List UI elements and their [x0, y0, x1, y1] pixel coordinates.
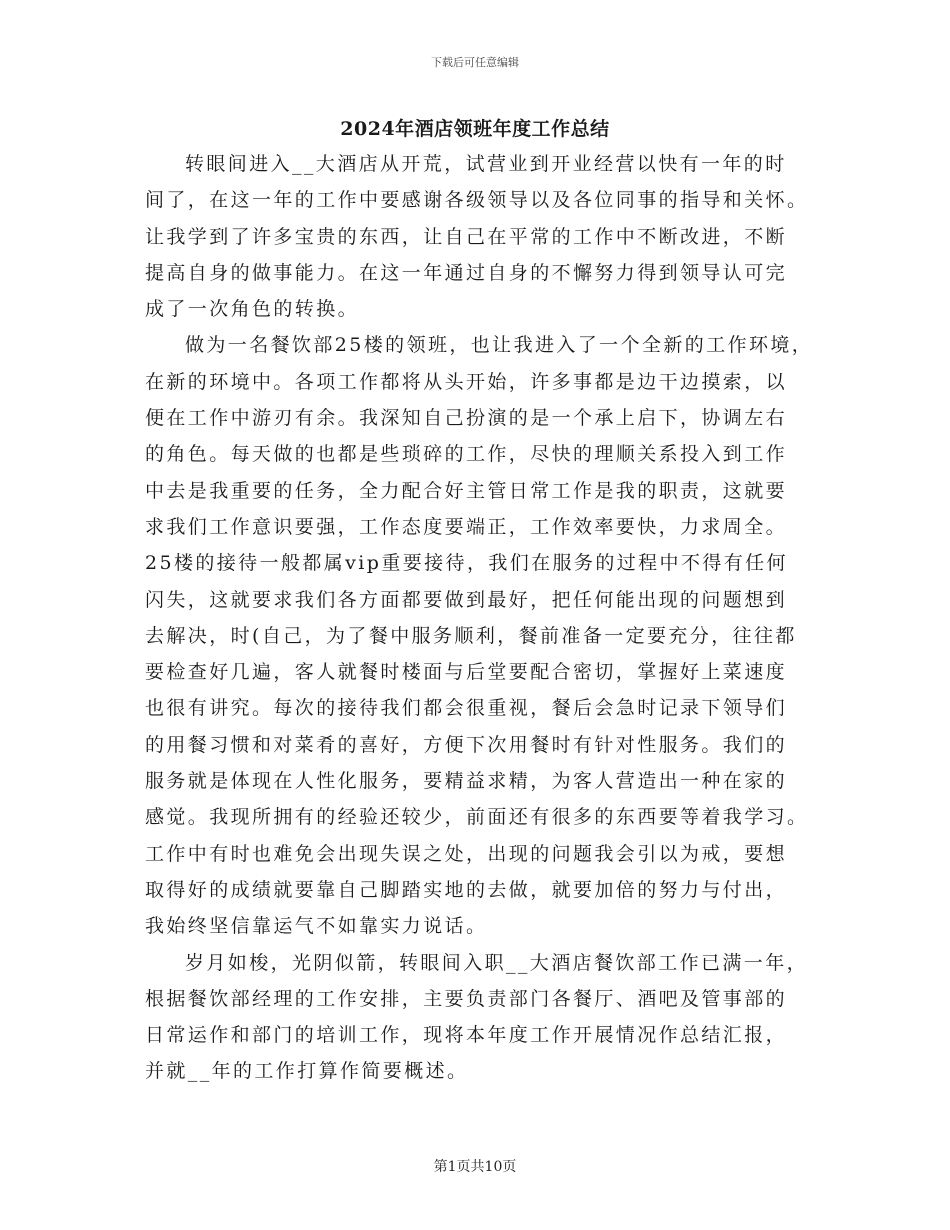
- text-line: 的用餐习惯和对菜肴的喜好，方便下次用餐时有针对性服务。我们的: [145, 733, 788, 756]
- text-line: 做为一名餐饮部25楼的领班，也让我进入了一个全新的工作环境，: [185, 334, 814, 357]
- text-line: 去解决，时(自己，为了餐中服务顺利，餐前准备一定要充分，往往都: [145, 624, 797, 647]
- paragraph-2: [145, 327, 825, 944]
- text-line: 间了，在这一年的工作中要感谢各级领导以及各位同事的指导和关怀。: [145, 189, 809, 212]
- text-line: 在新的环境中。各项工作都将从头开始，许多事都是边干边摸索，以: [145, 370, 788, 393]
- text-line: 转眼间进入__大酒店从开荒，试营业到开业经营以快有一年的时: [185, 153, 787, 175]
- text-line: 便在工作中游刃有余。我深知自己扮演的是一个承上启下，协调左右: [145, 407, 788, 430]
- text-line: 让我学到了许多宝贵的东西，让自己在平常的工作中不断改进，不断: [145, 225, 788, 248]
- paragraph-1: [145, 146, 825, 327]
- text-line: 闪失，这就要求我们各方面都要做到最好，把任何能出现的问题想到: [145, 588, 788, 611]
- text-line: 日常运作和部门的培训工作，现将本年度工作开展情况作总结汇报，: [145, 1024, 788, 1047]
- text-line: 求我们工作意识要强，工作态度要端正，工作效率要快，力求周全。: [145, 515, 788, 538]
- text-line: 我始终坚信靠运气不如靠实力说话。: [145, 915, 488, 938]
- paragraph-3: [145, 945, 825, 1090]
- text-line: 并就__年的工作打算作简要概述。: [145, 1060, 469, 1083]
- text-line: 也很有讲究。每次的接待我们都会很重视，餐后会急时记录下领导们: [145, 697, 788, 720]
- document-title: 2024年酒店领班年度工作总结: [340, 118, 610, 140]
- text-line: 的角色。每天做的也都是些琐碎的工作，尽快的理顺关系投入到工作: [145, 443, 788, 466]
- page-footer: 第1页共10页: [433, 1159, 517, 1175]
- header-note: 下载后可任意编辑: [431, 56, 519, 69]
- text-line: 成了一次角色的转换。: [145, 298, 360, 321]
- text-line: 提高自身的做事能力。在这一年通过自身的不懈努力得到领导认可完: [145, 261, 788, 284]
- text-line: 服务就是体现在人性化服务，要精益求精，为客人营造出一种在家的: [145, 770, 788, 793]
- text-line: 岁月如梭，光阴似箭，转眼间入职__大酒店餐饮部工作已满一年，: [185, 951, 809, 974]
- document-body: [145, 146, 825, 1090]
- text-line: 根据餐饮部经理的工作安排，主要负责部门各餐厅、酒吧及管事部的: [145, 987, 788, 1010]
- text-line: 取得好的成绩就要靠自己脚踏实地的去做，就要加倍的努力与付出，: [145, 878, 788, 901]
- text-line: 25楼的接待一般都属vip重要接待，我们在服务的过程中不得有任何: [145, 552, 788, 575]
- text-line: 要检查好几遍，客人就餐时楼面与后堂要配合密切，掌握好上菜速度: [145, 661, 788, 684]
- text-line: 感觉。我现所拥有的经验还较少，前面还有很多的东西要等着我学习。: [145, 806, 809, 829]
- text-line: 工作中有时也难免会出现失误之处，出现的问题我会引以为戒，要想: [145, 842, 788, 865]
- text-line: 中去是我重要的任务，全力配合好主管日常工作是我的职责，这就要: [145, 479, 788, 502]
